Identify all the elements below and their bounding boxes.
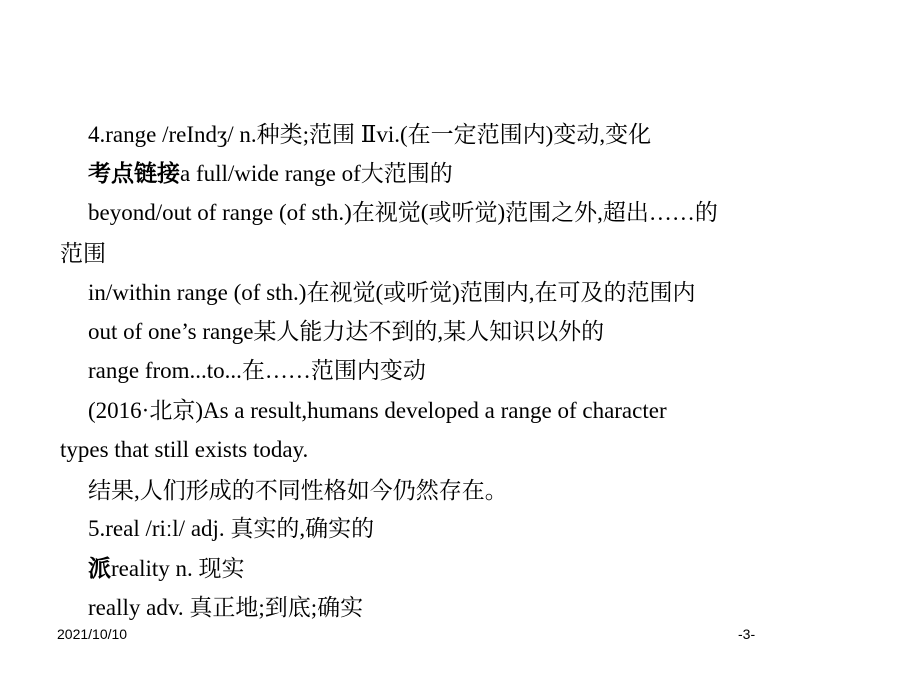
example-translation: 结果,人们形成的不同性格如今仍然存在。 [88, 478, 508, 503]
example-sentence: (2016·北京)As a result,humans developed a range of character [88, 398, 667, 423]
example-sentence-cont: types that still exists today. [60, 437, 309, 462]
pai-label: 派 [88, 556, 111, 581]
kaodian-lianjie-label: 考点链接 [88, 161, 180, 186]
link-line [88, 159, 453, 189]
phrase-beyond-range: beyond/out of range (of sth.)在视觉(或听觉)范围之外,超出……的 [88, 200, 718, 225]
derivative-really: really adv. 真正地;到底;确实 [88, 595, 364, 620]
phrase-out-of-ones-range: out of one’s range某人能力达不到的,某人知识以外的 [88, 319, 605, 344]
entry-range-headword: 4.range /reIndʒ/ n.种类;范围 Ⅱvi.(在一定范围内)变动,变化 [88, 122, 652, 147]
derivative-reality: reality n. 现实 [111, 556, 245, 581]
entry-real-headword: 5.real /riːl/ adj. 真实的,确实的 [88, 516, 375, 541]
phrase-within-range: in/within range (of sth.)在视觉(或听觉)范围内,在可及的范围内 [88, 280, 696, 305]
derivative-line [88, 554, 245, 584]
phrase-range-from-to: range from...to...在……范围内变动 [88, 358, 426, 383]
phrase-beyond-range-cont: 范围 [60, 241, 106, 266]
phrase-wide-range: a full/wide range of大范围的 [180, 161, 453, 186]
page-number: -3- [738, 626, 756, 642]
footer-date: 2021/10/10 [57, 626, 128, 642]
